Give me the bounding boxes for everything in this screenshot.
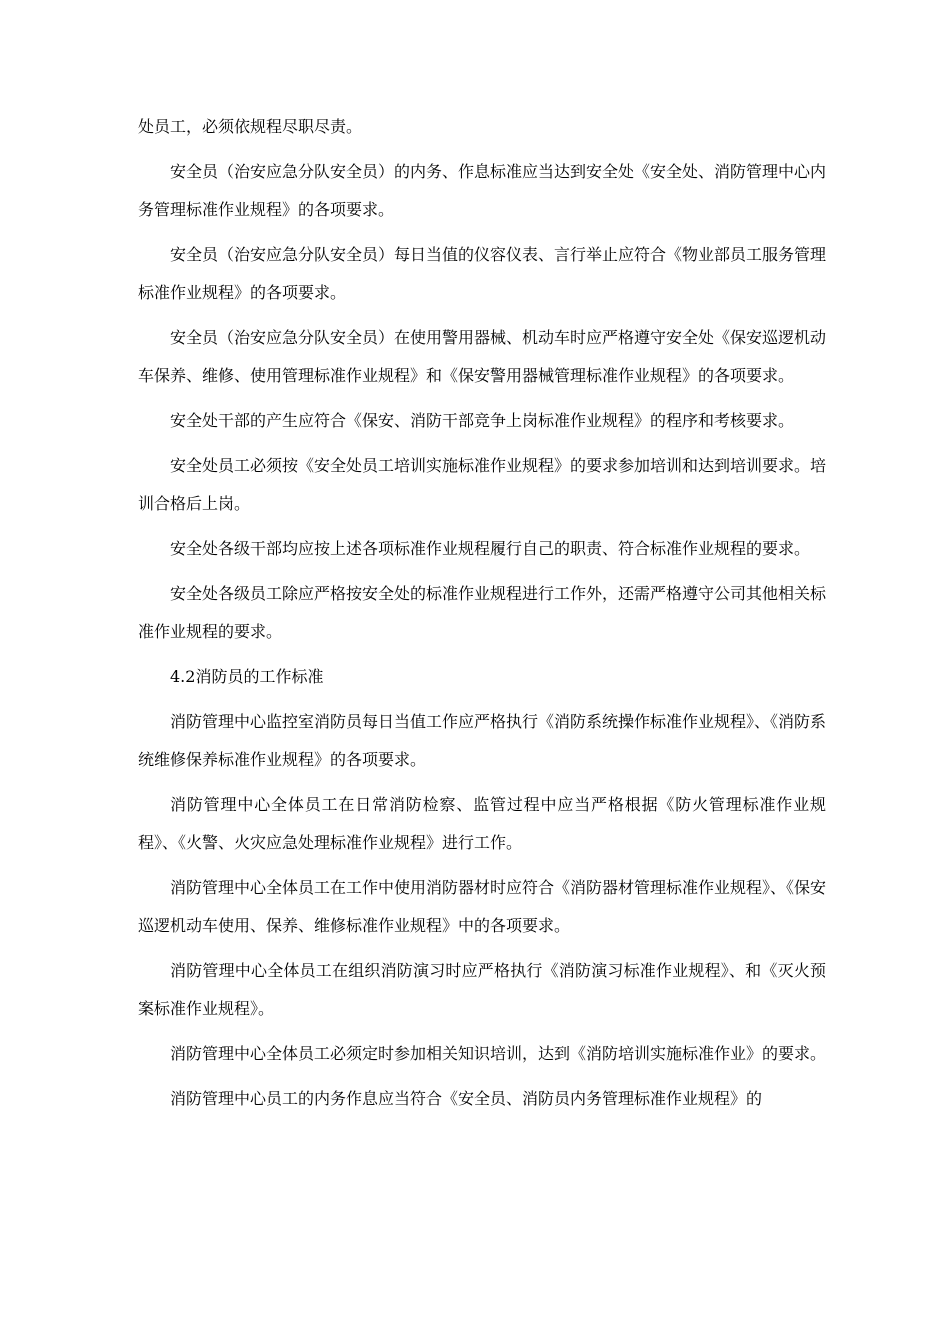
paragraph: 安全处各级员工除应严格按安全处的标准作业规程进行工作外，还需严格遵守公司其他相关标准作业规程的要求。	[138, 584, 827, 641]
paragraph: 消防管理中心员工的内务作息应当符合《安全员、消防员内务管理标准作业规程》的	[170, 1089, 763, 1108]
document-page	[138, 108, 826, 1125]
paragraph: 安全处员工必须按《安全处员工培训实施标准作业规程》的要求参加培训和达到培训要求。培训合格后上岗。	[138, 456, 827, 513]
paragraph: 消防管理中心全体员工在组织消防演习时应严格执行《消防演习标准作业规程》、和《灭火预案标准作业规程》。	[138, 961, 826, 1018]
paragraph: 安全处各级干部均应按上述各项标准作业规程履行自己的职责、符合标准作业规程的要求。	[170, 539, 811, 558]
paragraph: 安全员（治安应急分队安全员）每日当值的仪容仪表、言行举止应符合《物业部员工服务管理标准作业规程》的各项要求。	[138, 245, 827, 302]
paragraph: 安全员（治安应急分队安全员）在使用警用器械、机动车时应严格遵守安全处《保安巡逻机动车保养、维修、使用管理标准作业规程》和《保安警用器械管理标准作业规程》的各项要求。	[138, 328, 827, 385]
paragraph-continuation: 处员工，必须依规程尽职尽责。	[138, 117, 363, 136]
paragraph: 消防管理中心全体员工必须定时参加相关知识培训，达到《消防培训实施标准作业》的要求。	[170, 1044, 827, 1063]
paragraph: 消防管理中心全体员工在工作中使用消防器材时应符合《消防器材管理标准作业规程》、《保安巡逻机动车使用、保养、维修标准作业规程》中的各项要求。	[138, 878, 827, 935]
paragraph: 安全员（治安应急分队安全员）的内务、作息标准应当达到安全处《安全处、消防管理中心内务管理标准作业规程》的各项要求。	[138, 162, 827, 219]
section-heading: 4.2消防员的工作标准	[170, 667, 324, 686]
paragraph: 安全处干部的产生应符合《保安、消防干部竞争上岗标准作业规程》的程序和考核要求。	[170, 411, 795, 430]
paragraph: 消防管理中心监控室消防员每日当值工作应严格执行《消防系统操作标准作业规程》、《消防系统维修保养标准作业规程》的各项要求。	[138, 712, 827, 769]
paragraph: 消防管理中心全体员工在日常消防检察、监管过程中应当严格根据《防火管理标准作业规程》、《火警、火灾应急处理标准作业规程》进行工作。	[138, 795, 826, 852]
